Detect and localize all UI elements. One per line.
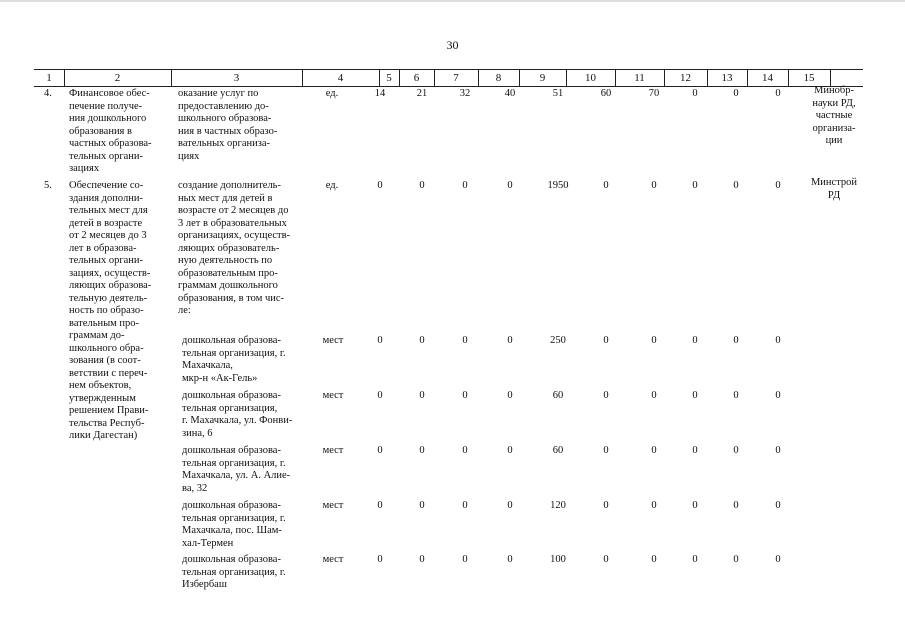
header-cell: 3 [233,72,240,84]
header-cell: 14 [762,72,773,84]
subitem-line: тельная организация, г. [182,457,286,469]
value-cell: 0 [507,554,513,565]
subitem-line: Избербаш [182,579,227,590]
value-cell: 0 [419,180,425,191]
activity-line: 3 лет в образовательных [178,217,287,229]
executor-line: науки РД, [812,97,856,109]
value-cell: 40 [504,88,516,99]
value-cell: 0 [692,500,698,511]
value-cell: 0 [603,335,609,346]
measure-name-line: лики Дагестан) [69,430,138,441]
value-cell: 0 [377,180,383,191]
value-cell: 0 [419,554,425,565]
value-cell: 0 [462,180,468,191]
value-cell: 0 [603,390,609,401]
value-cell: 0 [692,554,698,565]
header-divider [379,70,380,86]
header-divider [64,70,65,86]
value-cell: 0 [419,390,425,401]
value-cell: 60 [552,390,564,401]
measure-name-line: частных образова- [69,138,152,149]
subitem-line: дошкольная образова- [182,445,281,456]
value-cell: 0 [462,500,468,511]
header-cell: 4 [337,72,344,84]
unit-cell: ед. [325,180,339,191]
subitem-line: ва, 32 [182,482,208,494]
measure-name-line: ность по образо- [69,305,144,316]
header-divider [830,70,831,86]
value-cell: 0 [651,500,657,511]
executor-line: организа- [812,122,856,134]
subitem-line: мкр-н «Ак-Гель» [182,372,258,384]
subitem-line: Махачкала, пос. Шам- [182,525,282,536]
executor-line: РД [827,189,841,201]
subitem-line: тельная организация, [182,402,278,414]
value-cell: 0 [775,390,781,401]
measure-name-line: здания дополни- [69,192,143,204]
measure-name-line: тельства Респуб- [69,417,145,429]
executor-line: Минстрой [810,177,858,188]
measure-name-line: вательным про- [69,317,140,329]
value-cell: 1950 [547,180,569,191]
value-cell: 0 [507,445,513,456]
subitem-line: дошкольная образова- [182,335,281,346]
header-divider [302,70,303,86]
activity-line: оказание услуг по [178,88,259,99]
subitem-line: дошкольная образова- [182,500,281,511]
value-cell: 0 [651,390,657,401]
activity-line: циях [178,150,200,162]
value-cell: 0 [651,180,657,191]
value-cell: 0 [692,180,698,191]
subitem-line: дошкольная образова- [182,390,281,401]
executor-line: частные [815,110,853,121]
value-cell: 0 [377,335,383,346]
value-cell: 0 [733,500,739,511]
value-cell: 0 [377,554,383,565]
header-cell: 11 [634,72,645,84]
table-header [34,69,863,87]
measure-name-line: тельных органи- [69,150,144,162]
measure-name-line: решением Прави- [69,405,149,416]
value-cell: 0 [419,445,425,456]
value-cell: 0 [462,554,468,565]
header-divider [519,70,520,86]
value-cell: 60 [600,88,612,99]
activity-line: школьного образова- [178,113,272,124]
value-cell: 0 [419,500,425,511]
header-divider [566,70,567,86]
value-cell: 0 [603,554,609,565]
activity-line: создание дополнитель- [178,180,281,191]
subitem-line: хал-Термен [182,537,234,549]
header-cell: 6 [413,72,420,84]
unit-cell: мест [322,390,344,401]
subitem-line: тельная организация, г. [182,566,286,578]
value-cell: 0 [377,445,383,456]
top-edge-rule [0,0,905,2]
value-cell: 0 [377,500,383,511]
unit-cell: мест [322,554,344,565]
header-divider [747,70,748,86]
header-cell: 9 [539,72,546,84]
measure-name-line: нем объектов, [69,380,132,391]
value-cell: 0 [507,390,513,401]
value-cell: 0 [462,445,468,456]
value-cell: 0 [775,88,781,99]
unit-cell: мест [322,500,344,511]
unit-cell: мест [322,335,344,346]
page-number: 30 [446,38,459,52]
header-cell: 5 [386,72,392,84]
header-cell: 2 [114,72,121,84]
value-cell: 0 [733,180,739,191]
value-cell: 0 [377,390,383,401]
activity-line: ле: [178,305,191,316]
measure-name-line: Обеспечение со- [69,180,144,191]
value-cell: 0 [692,335,698,346]
subitem-line: зина, 6 [182,427,213,439]
measure-name-line: ния дошкольного [69,113,147,124]
measure-name-line: образования в [69,125,132,137]
unit-cell: мест [322,445,344,456]
measure-name-line: детей в возрасте [69,217,143,229]
executor-line: Минобр- [814,85,854,96]
value-cell: 120 [550,500,566,511]
measure-name-line: ветствии с переч- [69,367,148,379]
measure-name-line: тельных органи- [69,255,144,266]
measure-name-line: утвержденным [69,392,136,404]
activity-line: образования, в том чис- [178,292,285,304]
header-cell: 8 [495,72,502,84]
activity-line: предоставлению до- [178,100,269,112]
value-cell: 250 [550,335,566,346]
value-cell: 0 [462,390,468,401]
value-cell: 0 [775,335,781,346]
header-divider [788,70,789,86]
measure-name-line: тельных мест для [69,205,148,216]
value-cell: 0 [733,554,739,565]
header-cell: 15 [803,72,815,84]
value-cell: 0 [775,500,781,511]
value-cell: 0 [692,445,698,456]
value-cell: 0 [603,500,609,511]
row-number: 5. [44,180,52,191]
value-cell: 70 [648,88,660,99]
value-cell: 51 [552,88,564,99]
value-cell: 0 [692,88,698,99]
header-cell: 7 [453,72,459,84]
measure-name-line: граммам до- [69,330,125,341]
subitem-line: дошкольная образова- [182,554,281,565]
activity-line: ляющих образователь- [178,242,280,254]
measure-name-line: печение получе- [69,100,143,112]
activity-line: вательных организа- [178,138,271,149]
value-cell: 0 [419,335,425,346]
measure-name-line: зациях, осуществ- [69,267,151,279]
header-divider [478,70,479,86]
activity-line: организациях, осуществ- [178,230,291,241]
executor-line: ции [825,135,843,146]
value-cell: 0 [507,335,513,346]
value-cell: 0 [692,390,698,401]
header-cell: 1 [46,72,52,84]
header-cell: 12 [680,72,691,84]
value-cell: 0 [651,335,657,346]
value-cell: 0 [603,445,609,456]
subitem-line: г. Махачкала, ул. Фонви- [182,415,293,426]
subitem-line: тельная организация, г. [182,347,286,359]
header-cell: 13 [721,72,733,84]
value-cell: 0 [733,390,739,401]
value-cell: 0 [733,335,739,346]
header-divider [664,70,665,86]
measure-name-line: зования (в соот- [69,355,141,366]
value-cell: 0 [507,500,513,511]
measure-name-line: зациях [69,163,100,174]
header-divider [434,70,435,86]
value-cell: 60 [552,445,564,456]
activity-line: возрасте от 2 месяцев до [178,205,289,216]
value-cell: 0 [775,445,781,456]
measure-name-line: школьного обра- [69,342,144,354]
row-number: 4. [44,88,52,99]
value-cell: 0 [775,180,781,191]
header-cell: 10 [585,72,596,84]
subitem-line: тельная организация, г. [182,512,286,524]
subitem-line: Махачкала, [182,360,233,371]
subitem-line: Махачкала, ул. А. Алие- [182,470,291,481]
value-cell: 0 [733,445,739,456]
value-cell: 21 [416,88,428,99]
value-cell: 0 [603,180,609,191]
measure-name-line: ляющих образова- [69,280,152,291]
activity-line: ную деятельность по [178,255,273,266]
value-cell: 100 [550,554,566,565]
header-divider [615,70,616,86]
value-cell: 0 [651,554,657,565]
measure-name-line: тельную деятель- [69,292,148,304]
value-cell: 0 [775,554,781,565]
activity-line: ных мест для детей в [178,192,273,204]
measure-name-line: лет в образова- [69,242,137,254]
header-divider [399,70,400,86]
measure-name-line: Финансовое обес- [69,88,150,99]
activity-line: образовательным про- [178,267,278,279]
value-cell: 0 [507,180,513,191]
measure-name-line: от 2 месяцев до 3 [69,230,147,241]
value-cell: 0 [462,335,468,346]
value-cell: 14 [374,88,386,99]
header-divider [171,70,172,86]
value-cell: 0 [733,88,739,99]
header-divider [707,70,708,86]
activity-line: граммам дошкольного [178,280,278,291]
value-cell: 32 [459,88,471,99]
activity-line: ния в частных образо- [178,125,278,137]
unit-cell: ед. [325,88,339,99]
value-cell: 0 [651,445,657,456]
